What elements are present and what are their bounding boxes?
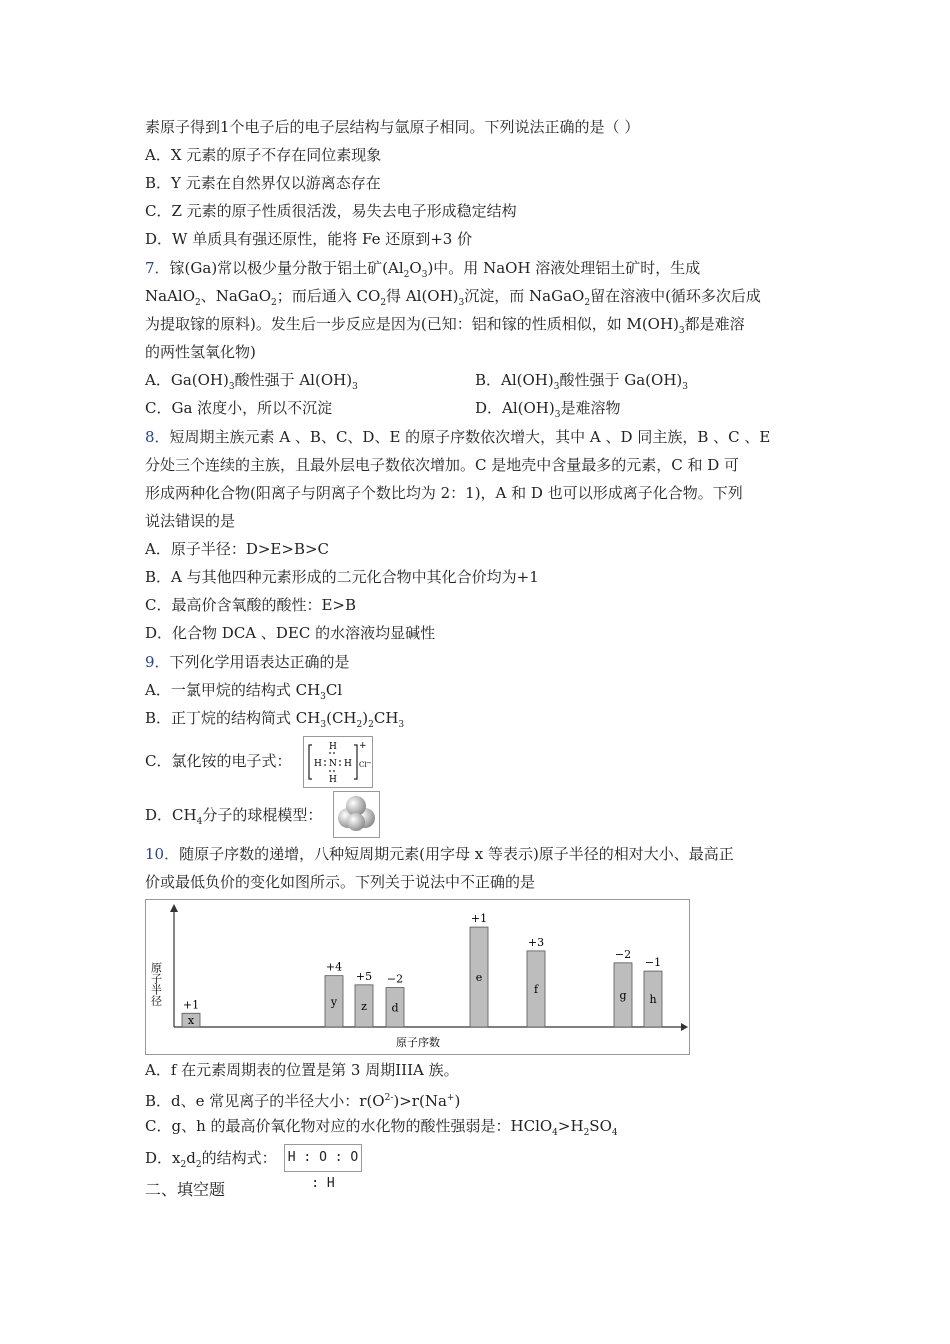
valence-label-e: +1 xyxy=(470,912,488,926)
q10-number: 10． xyxy=(145,845,180,863)
x-axis-label: 原子序数 xyxy=(396,1036,440,1049)
e-h-bottom: H xyxy=(329,775,337,785)
section-heading: 二、填空题 xyxy=(145,1180,226,1199)
q9-number: 9． xyxy=(145,653,170,671)
q9-option-a: A．一氯甲烷的结构式 $CH_3Cl$ xyxy=(145,681,343,702)
valence-label-z: +5 xyxy=(355,969,373,983)
q7-option-b: B．$Al(OH)_3$酸性强于 $Ga(OH)_3$ xyxy=(475,371,688,392)
valence-label-h: −1 xyxy=(644,956,662,970)
q7-option-c: C．Ga 浓度小，所以不沉淀 xyxy=(145,399,333,417)
q8-option-b: B．A 与其他四种元素形成的二元化合物中其化合价均为+1 xyxy=(145,568,539,586)
valence-label-d: −2 xyxy=(386,972,404,986)
bar-label-f: f xyxy=(533,982,539,996)
q10-option-b: B．d、e 常见离子的半径大小：$r(O^{2-})>r(Na^+)$ xyxy=(145,1092,461,1110)
atomic-radius-chart xyxy=(145,899,690,1055)
q6-option-c: C．Z 元素的原子性质很活泼，易失去电子形成稳定结构 xyxy=(145,202,517,220)
e-plus: + xyxy=(359,741,367,751)
q9-option-c: C．氯化铵的电子式： xyxy=(145,752,292,770)
q10-stem-line1: 10．随原子序数的递增，八种短周期元素(用字母 x 等表示)原子半径的相对大小、最高正 xyxy=(145,845,734,863)
ammonium-chloride-electron-formula xyxy=(303,736,373,788)
e-n: N xyxy=(329,759,337,769)
q7-option-a: A．$Ga(OH)_3$酸性强于 $Al(OH)_3$ xyxy=(145,371,358,392)
valence-label-x: +1 xyxy=(182,998,200,1012)
q8-stem-line2: 分处三个连续的主族，且最外层电子数依次增加。C 是地壳中含量最多的元素，C 和 D 可 xyxy=(145,456,740,474)
bar-label-y: y xyxy=(330,995,338,1009)
q7-option-d: D．$Al(OH)_3$是难溶物 xyxy=(475,399,621,420)
q8-stem-line4: 说法错误的是 xyxy=(145,512,236,530)
q9-option-b: B．正丁烷的结构简式 $CH_3(CH_2)_2CH_3$ xyxy=(145,709,405,730)
q9-stem: 9．下列化学用语表达正确的是 xyxy=(145,653,350,671)
q10-option-d: D．$x_2d_2$的结构式： xyxy=(145,1149,277,1170)
valence-label-g: −2 xyxy=(614,947,632,961)
methane-ball-stick-model xyxy=(333,791,380,838)
q7-number: 7． xyxy=(145,259,170,277)
q6-stem-tail: 素原子得到1个电子后的电子层结构与氩原子相同。下列说法正确的是（ ） xyxy=(145,118,640,136)
valence-label-f: +3 xyxy=(527,935,545,949)
q8-option-a: A．原子半径：D>E>B>C xyxy=(145,540,330,558)
q8-number: 8． xyxy=(145,428,170,446)
q7-stem-line2: NaAlO$_2$、NaGaO$_2$；而后通入 $CO_2$得 $Al(OH)_3$沉淀，而 NaGaO$_2$留在溶液中(循环多次后成 xyxy=(145,287,761,308)
valence-label-y: +4 xyxy=(325,960,343,974)
e-cl: Cl xyxy=(359,761,367,769)
bar-label-e: e xyxy=(475,971,483,985)
h2o2-structure: H : O : O : H xyxy=(284,1144,362,1172)
q6-option-a: A．X 元素的原子不存在同位素现象 xyxy=(145,146,382,164)
bar-label-d: d xyxy=(391,1001,399,1015)
q10-option-c: C．g、h 的最高价氧化物对应的水化物的酸性强弱是：$HClO_4>H_2SO_4$ xyxy=(145,1117,618,1138)
q6-option-b: B．Y 元素在自然界仅以游离态存在 xyxy=(145,174,381,192)
e-minus: − xyxy=(366,759,372,767)
e-h-left: H xyxy=(314,759,322,769)
e-h-right: H xyxy=(344,759,352,769)
q8-option-d: D．化合物 DCA 、DEC 的水溶液均显碱性 xyxy=(145,624,436,642)
q8-stem-line3: 形成两种化合物(阳离子与阴离子个数比均为 2：1)，A 和 D 也可以形成离子化合物。下列 xyxy=(145,484,743,502)
q6-option-d: D．W 单质具有强还原性，能将 Fe 还原到+3 价 xyxy=(145,230,473,248)
bar-label-h: h xyxy=(649,993,657,1007)
bar-label-z: z xyxy=(361,999,367,1013)
q10-option-a: A．f 在元素周期表的位置是第 3 周期IIIA 族。 xyxy=(145,1061,459,1079)
q9-option-d: D．$CH_4$分子的球棍模型： xyxy=(145,806,323,827)
q8-stem-line1: 8．短周期主族元素 A 、B、C、D、E 的原子序数依次增大，其中 A 、D 同主族，B 、C 、E xyxy=(145,428,771,446)
q10-stem-line2: 价或最低负价的变化如图所示。下列关于说法中不正确的是 xyxy=(145,873,536,891)
y-axis-arrow xyxy=(170,904,178,912)
bar-label-x: x xyxy=(187,1014,195,1028)
q7-stem-line4: 的两性氢氧化物) xyxy=(145,343,256,361)
x-axis-arrow xyxy=(681,1023,688,1031)
q7-stem-line1: 7．镓(Ga)常以极少量分散于铝土矿$(Al_2O_3)$中。用 NaOH 溶液处理铝土矿时，生成 xyxy=(145,259,701,280)
bar-label-g: g xyxy=(619,988,627,1002)
y-axis-label: 原子半径 xyxy=(149,962,163,1006)
q8-option-c: C．最高价含氧酸的酸性：E>B xyxy=(145,596,357,614)
e-h-top: H xyxy=(329,742,337,752)
q7-stem-line3: 为提取镓的原料)。发生后一步反应是因为(已知：铝和镓的性质相似，如 $M(OH)_3$都是难溶 xyxy=(145,315,745,336)
